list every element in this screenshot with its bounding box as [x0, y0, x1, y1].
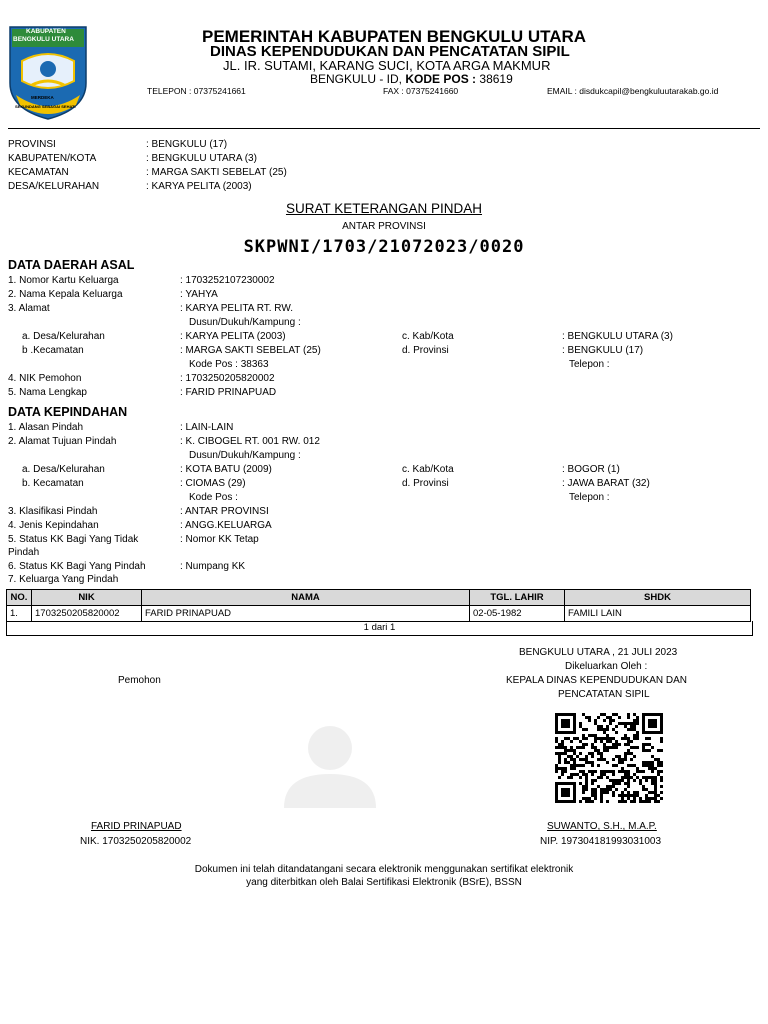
cell-shdk: FAMILI LAIN: [565, 606, 751, 622]
official-title-1: KEPALA DINAS KEPENDUDUKAN DAN: [506, 675, 687, 686]
row-value: : KARYA PELITA RT. RW.: [180, 303, 294, 314]
header-email-line: [547, 86, 718, 96]
row-label: 3. Alamat: [8, 303, 50, 314]
applicant-label: Pemohon: [118, 675, 161, 686]
row-value: : CIOMAS (29): [180, 478, 246, 489]
region-value: : BENGKULU UTARA (3): [146, 153, 257, 164]
logo-motto: MERDEKA: [31, 95, 54, 100]
row-value: : 1703250205820002: [180, 373, 275, 384]
row-label-2: d. Provinsi: [402, 345, 449, 356]
row-value: : 1703252107230002: [180, 275, 275, 286]
row-label: 1. Nomor Kartu Keluarga: [8, 275, 119, 286]
header-telepon: TELEPON : 07375241661: [147, 86, 246, 96]
row-label-2: d. Provinsi: [402, 478, 449, 489]
row-label: 6. Status KK Bagi Yang Pindah: [8, 561, 146, 572]
applicant-name: FARID PRINAPUAD: [91, 821, 182, 832]
cell-tgl-lahir: 02-05-1982: [470, 606, 565, 622]
region-value: : KARYA PELITA (2003): [146, 181, 252, 192]
row-label: b .Kecamatan: [22, 345, 84, 356]
logo-text-2: BENGKULU UTARA: [13, 36, 74, 43]
row-label: 7. Keluarga Yang Pindah: [8, 574, 119, 585]
region-label: KECAMATAN: [8, 167, 69, 178]
row-value: : Numpang KK: [180, 561, 246, 572]
header-city: BENGKULU - ID,: [310, 72, 403, 86]
row-label: Pindah: [8, 547, 40, 558]
row-label: a. Desa/Kelurahan: [22, 464, 105, 475]
doc-type: ANTAR PROVINSI: [342, 221, 426, 232]
cell-no: 1.: [7, 606, 32, 622]
table-row: [7, 606, 751, 622]
row-value: : MARGA SAKTI SEBELAT (25): [180, 345, 321, 356]
cell-nik: 1703250205820002: [32, 606, 142, 622]
col-shdk: SHDK: [565, 590, 751, 606]
official-title-2: PENCATATAN SIPIL: [558, 689, 650, 700]
row-value-2: Telepon :: [569, 492, 610, 503]
row-label-2: c. Kab/Kota: [402, 331, 454, 342]
region-label: DESA/KELURAHAN: [8, 181, 100, 192]
row-value-2: : BENGKULU UTARA (3): [562, 331, 673, 342]
cell-nama: FARID PRINAPUAD: [142, 606, 470, 622]
row-value: : K. CIBOGEL RT. 001 RW. 012: [180, 436, 320, 447]
row-label: 4. NIK Pemohon: [8, 373, 82, 384]
row-label-2: c. Kab/Kota: [402, 464, 454, 475]
issued-by: Dikeluarkan Oleh :: [565, 661, 648, 672]
row-label: 2. Alamat Tujuan Pindah: [8, 436, 117, 447]
section-heading-pindah: DATA KEPINDAHAN: [8, 405, 128, 419]
doc-number: SKPWNI/1703/21072023/0020: [243, 237, 525, 257]
applicant-nik: NIK. 1703250205820002: [80, 836, 192, 847]
table-pager: 1 dari 1: [6, 621, 753, 636]
row-value: : ANTAR PROVINSI: [180, 506, 269, 517]
header-email-label: EMAIL :: [547, 86, 577, 96]
row-value: : Nomor KK Tetap: [180, 534, 259, 545]
region-value: : MARGA SAKTI SEBELAT (25): [146, 167, 287, 178]
col-no: NO.: [7, 590, 32, 606]
row-value: : YAHYA: [180, 289, 218, 300]
header-city-line: [310, 72, 513, 86]
row-value-2: Telepon :: [569, 359, 610, 370]
row-value: : KARYA PELITA (2003): [180, 331, 286, 342]
place-date: BENGKULU UTARA , 21 JULI 2023: [519, 647, 678, 658]
row-value: : KOTA BATU (2009): [180, 464, 272, 475]
header-email: disdukcapil@bengkuluutarakab.go.id: [579, 86, 719, 96]
logo-text-1: KABUPATEN: [26, 28, 66, 35]
row-label: 3. Klasifikasi Pindah: [8, 506, 98, 517]
row-value-2: : JAWA BARAT (32): [562, 478, 650, 489]
row-value-2: : BOGOR (1): [562, 464, 620, 475]
doc-title: SURAT KETERANGAN PINDAH: [285, 201, 483, 216]
region-label: PROVINSI: [8, 139, 56, 150]
family-table-header: [7, 590, 751, 606]
header-fax: FAX : 07375241660: [383, 86, 459, 96]
footer-line-2: yang diterbitkan oleh Balai Sertifikasi Elektronik (BSrE), BSSN: [246, 877, 522, 888]
row-value: Kode Pos : 38363: [189, 359, 269, 370]
row-label: 1. Alasan Pindah: [8, 422, 84, 433]
row-value: Dusun/Dukuh/Kampung :: [189, 317, 301, 328]
section-heading-asal: DATA DAERAH ASAL: [8, 258, 135, 272]
row-label: 5. Nama Lengkap: [8, 387, 87, 398]
row-label: 5. Status KK Bagi Yang Tidak: [8, 534, 139, 545]
qr-code: [555, 713, 665, 803]
header-address: JL. IR. SUTAMI, KARANG SUCI, KOTA ARGA MAKMUR: [223, 58, 551, 73]
header-postal-label: KODE POS :: [405, 72, 477, 86]
row-label: 4. Jenis Kepindahan: [8, 520, 99, 531]
official-name: SUWANTO, S.H., M.A.P.: [547, 821, 657, 832]
header-postal-code: 38619: [479, 72, 513, 86]
row-value: Kode Pos :: [189, 492, 238, 503]
header-divider: [8, 128, 760, 129]
col-tgl-lahir: TGL. LAHIR: [470, 590, 565, 606]
family-table: [6, 589, 751, 622]
row-value: : FARID PRINAPUAD: [180, 387, 277, 398]
logo-motto-2: SEKUNDANG SEBAGAI SEHATI: [15, 104, 76, 109]
row-value: Dusun/Dukuh/Kampung :: [189, 450, 301, 461]
col-nik: NIK: [32, 590, 142, 606]
row-value: : LAIN-LAIN: [180, 422, 234, 433]
header-title: PEMERINTAH KABUPATEN BENGKULU UTARA: [202, 27, 587, 46]
region-label: KABUPATEN/KOTA: [8, 153, 97, 164]
header-subtitle: DINAS KEPENDUDUKAN DAN PENCATATAN SIPIL: [210, 43, 570, 60]
footer-line-1: Dokumen ini telah ditandatangani secara elektronik menggunakan sertifikat elektronik: [194, 864, 574, 875]
official-nip: NIP. 197304181993031003: [540, 836, 662, 847]
row-label: 2. Nama Kepala Keluarga: [8, 289, 123, 300]
row-value: : ANGG.KELUARGA: [180, 520, 272, 531]
region-value: : BENGKULU (17): [146, 139, 228, 150]
applicant-photo-placeholder: [280, 722, 380, 808]
row-value-2: : BENGKULU (17): [562, 345, 644, 356]
col-nama: NAMA: [142, 590, 470, 606]
row-label: a. Desa/Kelurahan: [22, 331, 105, 342]
row-label: b. Kecamatan: [22, 478, 84, 489]
